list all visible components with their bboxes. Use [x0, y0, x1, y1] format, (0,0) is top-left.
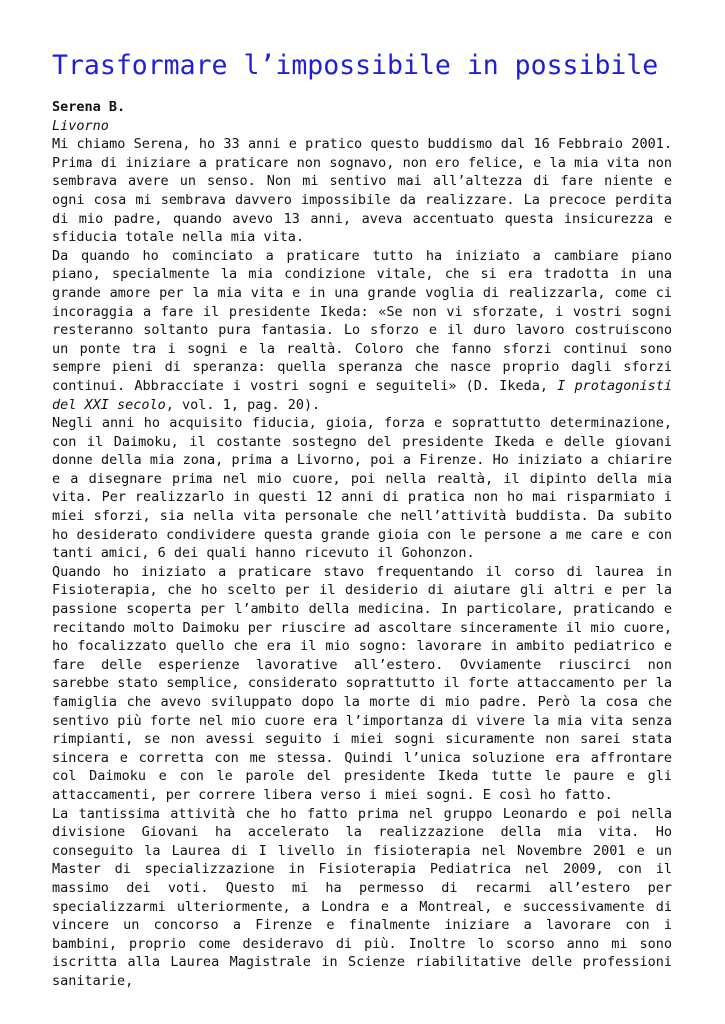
paragraph-4: Quando ho iniziato a praticare stavo frequentando il corso di laurea in Fisioterapia, che ho scelto per il desiderio di aiutare gli altri e per la passione scoperta per l’ambito della medicina. In particolare, praticando e recitando molto Daimoku per riuscire ad ascoltare sinceramente il mio cuore, ho focalizzato quello che era il mio sogno: lavorare in ambito pediatrico e fare delle esperienze lavorative all’estero. Ovviamente riuscirci non sarebbe stato semplice, considerato soprattutto il forte attaccamento per la famiglia che avevo sviluppato dopo la morte di mio padre. Però la cosa che sentivo più forte nel mio cuore era l’importanza di vivere la mia vita senza rimpianti, se non avessi seguito i miei sogni sicuramente non sarei stata sincera e corretta con me stessa. Quindi l’unica soluzione era affrontare col Daimoku e con le parole del presidente Ikeda tutte le paure e gli attaccamenti, per correre libera verso i miei sogni. E così ho fatto. — [52, 563, 672, 803]
author-location: Livorno — [52, 117, 109, 134]
paragraph-2 — [52, 247, 672, 414]
paragraph-2-citation: , vol. 1, pag. 20). — [165, 396, 321, 413]
paragraph-2-text: Da quando ho cominciato a praticare tutto ha iniziato a cambiare piano piano, specialmente la mia condizione vitale, che si era tradotta in una grande amore per la mia vita e in una grande voglia di realizzarla, come ci incoraggia a fare il presidente Ikeda: «Se non vi sforzate, i vostri sogni resteranno soltanto pura fantasia. Lo sforzo e il duro lavoro costruiscono un ponte tra i sogni e la realtà. Coloro che fanno sforzi continui sono sempre pieni di speranza: quella speranza che nasce proprio dagli sforzi continui. Abbracciate i vostri sogni e seguiteli» (D. Ikeda, — [52, 247, 672, 394]
paragraph-3: Negli anni ho acquisito fiducia, gioia, forza e soprattutto determinazione, con il Daimoku, il costante sostegno del presidente Ikeda e delle giovani donne della mia zona, prima a Livorno, poi a Firenze. Ho iniziato a chiarire e a disegnare prima nel mio cuore, poi nella realtà, il dipinto della mia vita. Per realizzarlo in questi 12 anni di pratica non ho mai risparmiato i miei sforzi, sia nella vita personale che nell’attività buddista. Da subito ho desiderato condividere questa grande gioia con le persone a me care e con tanti amici, 6 dei quali hanno ricevuto il Gohonzon. — [52, 415, 672, 562]
paragraph-5: La tantissima attività che ho fatto prima nel gruppo Leonardo e poi nella divisione Giovani ha accelerato la realizzazione della mia vita. Ho conseguito la Laurea di I livello in fisioterapia nel Novembre 2001 e un Master di specializzazione in Fisioterapia Pediatrica nel 2009, con il massimo dei voti. Questo mi ha permesso di recarmi all’estero per specializzarmi ulteriormente, a Londra e a Montreal, e successivamente di vincere un concorso a Firenze e finalmente iniziare a lavorare con i bambini, proprio come desideravo di più. Inoltre lo scorso anno mi sono iscritta alla Laurea Magistrale in Scienze riabilitative delle professioni sanitarie, — [52, 805, 672, 989]
article-title: Trasformare l’impossibile in possibile — [52, 50, 659, 81]
article — [52, 52, 672, 991]
paragraph-1: Mi chiamo Serena, ho 33 anni e pratico questo buddismo dal 16 Febbraio 2001. Prima di iniziare a praticare non sognavo, non ero felice, e la mia vita non sembrava avere un senso. Non mi sentivo mai all’altezza di fare niente e ogni cosa mi sembrava davvero impossibile da realizzare. La precoce perdita di mio padre, quando avevo 13 anni, aveva accentuato questa insicurezza e sfiducia totale nella mia vita. — [52, 136, 672, 246]
author-name: Serena B. — [52, 99, 126, 115]
book-title: I protagonisti del XXI secolo — [52, 377, 672, 413]
